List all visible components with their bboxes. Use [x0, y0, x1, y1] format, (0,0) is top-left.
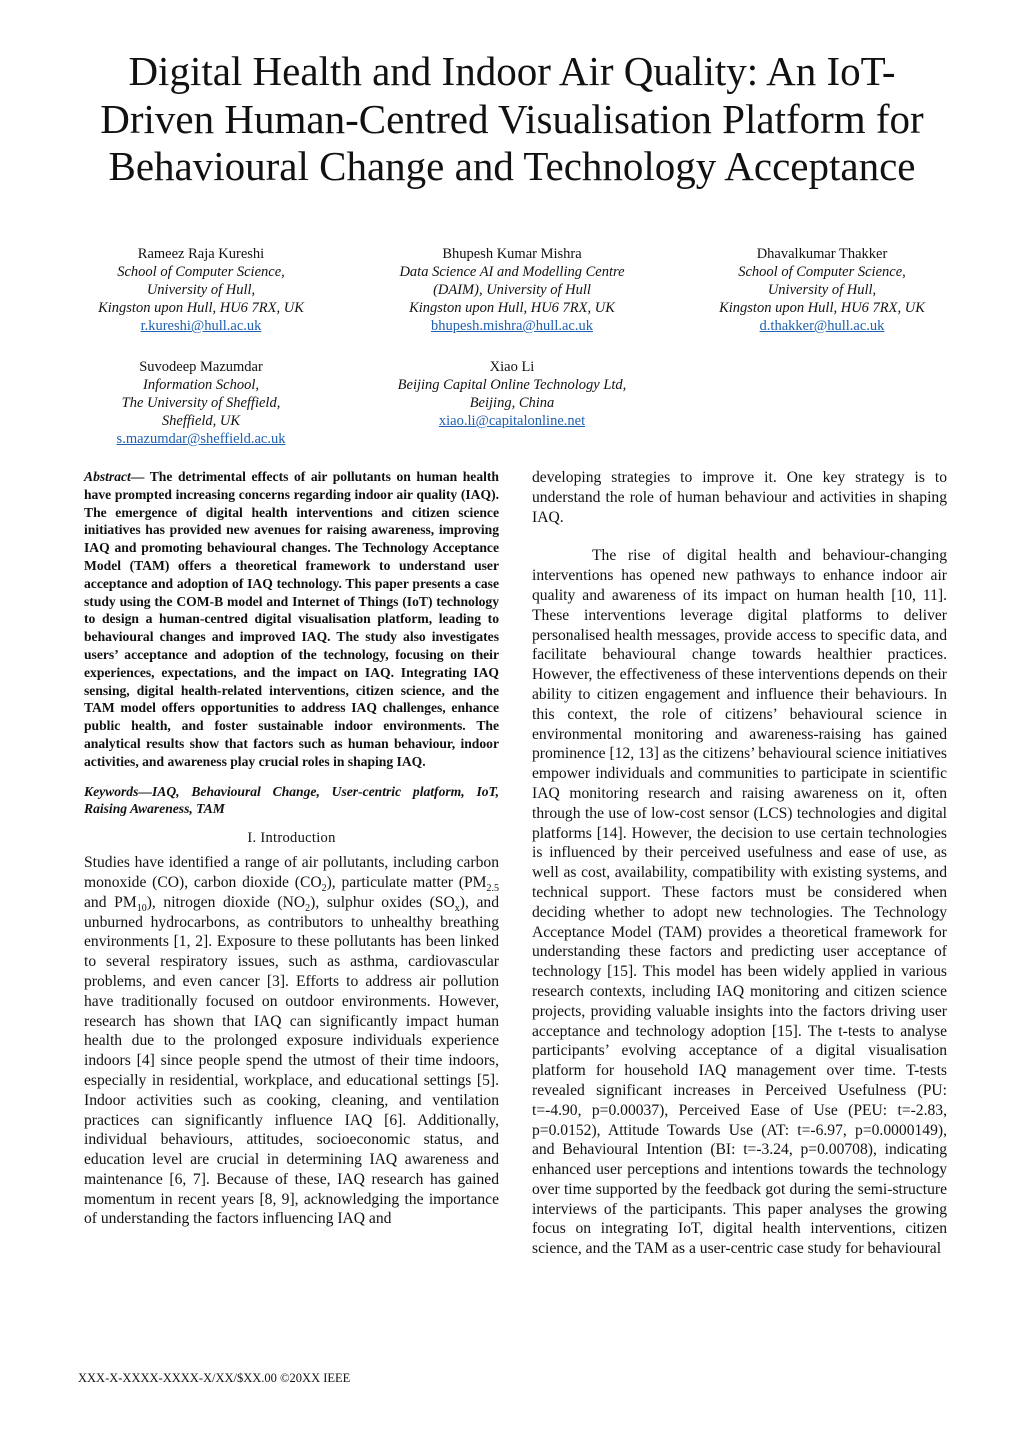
section-heading: I. Introduction: [247, 830, 336, 847]
author-affiliation: Beijing Capital Online Technology Ltd,: [397, 377, 627, 393]
author-affiliation: Kingston upon Hull, HU6 7RX, UK: [409, 300, 615, 316]
right-column: [532, 468, 947, 1259]
author-block: [672, 245, 972, 335]
left-column: [84, 468, 499, 1229]
title-line: Behavioural Change and Technology Acceptance: [108, 143, 916, 189]
author-affiliation: Beijing, China: [469, 395, 555, 411]
subscript: x: [454, 902, 460, 914]
author-affiliation: School of Computer Science,: [738, 264, 906, 280]
keywords: Keywords—IAQ, Behavioural Change, User-centric platform, IoT, Raising Awareness, TAM: [84, 783, 499, 817]
author-name: Rameez Raja Kureshi: [137, 246, 265, 262]
text-segment: ), sulphur oxides (SO: [310, 893, 455, 911]
author-name: Suvodeep Mazumdar: [139, 359, 263, 375]
author-affiliation: University of Hull,: [767, 282, 877, 298]
paper-title: [40, 48, 984, 191]
author-name: Xiao Li: [489, 359, 535, 375]
author-affiliation: Kingston upon Hull, HU6 7RX, UK: [98, 300, 304, 316]
text-segment: ), nitrogen dioxide (NO: [146, 893, 306, 911]
author-affiliation: (DAIM), University of Hull: [433, 282, 591, 298]
abstract-label: Abstract—: [84, 469, 145, 484]
subscript: 10: [136, 902, 147, 914]
author-block: [51, 358, 351, 448]
author-affiliation: Information School,: [143, 377, 259, 393]
author-email-link[interactable]: xiao.li@capitalonline.net: [438, 413, 586, 429]
text-segment: ), and unburned hydrocarbons, as contributors to unhealthy breathing environments [1, 2]. Exposure to these pollutants has been linked to several respiratory issues, such as asthma, cardiovascular problems, and even cancer [3]. Efforts to address air pollution have traditionally focused on outdoor environments. However, research has shown that IAQ can significantly impact human health due to the prolonged exposure individuals experience indoors [4] since people spend the utmost of their time indoors, especially in residential, workplace, and educational settings [5]. Indoor activities such as cooking, cleaning, and ventilation practices can significantly influence IAQ [6]. Additionally, individual behaviours, attitudes, socioeconomic status, and education level are crucial in determining IAQ awareness and maintenance [6, 7]. Because of these, IAQ research has gained momentum in recent years [8, 9], acknowledging the importance of understanding the factors influencing IAQ and: [84, 893, 499, 1228]
author-block: [362, 245, 662, 335]
copyright-footer: XXX-X-XXXX-XXXX-X/XX/$XX.00 ©20XX IEEE: [78, 1371, 351, 1385]
intro-paragraph: [84, 853, 499, 1229]
abstract-text: The detrimental effects of air pollutants on human health have prompted increasing concerns regarding indoor air quality (IAQ). The emergence of digital health interventions and citizen science initiatives has provided new avenues for raising awareness, improving IAQ and promoting behavioural changes. The Technology Acceptance Model (TAM) offers a theoretical framework to understand user acceptance and adoption of IAQ technology. This paper presents a case study using the COM-B model and Internet of Things (IoT) technology to design a human-centred digital visualisation platform, leading to behavioural changes and improved IAQ. The study also investigates users’ acceptance and adoption of the technology, focusing on their experiences, expectations, and the impact on IAQ. Integrating IAQ sensing, digital health-related interventions, citizen science, and the TAM model offers opportunities to address IAQ challenges, enhance public health, and foster sustainable indoor environments. The analytical results show that factors such as human behaviour, indoor activities, and awareness play crucial roles in shaping IAQ.: [84, 469, 499, 769]
author-name: Dhavalkumar Thakker: [756, 246, 888, 262]
author-email-link[interactable]: s.mazumdar@sheffield.ac.uk: [116, 431, 286, 447]
body-paragraph: developing strategies to improve it. One key strategy is to understand the role of human behaviour and activities in shaping IAQ.: [532, 469, 947, 526]
author-affiliation: Data Science AI and Modelling Centre: [399, 264, 625, 280]
subscript: 2: [305, 902, 311, 914]
title-line: Digital Health and Indoor Air Quality: An IoT-: [128, 48, 896, 94]
author-block: [362, 358, 662, 430]
author-email-link[interactable]: r.kureshi@hull.ac.uk: [140, 318, 262, 334]
title-line: Driven Human-Centred Visualisation Platform for: [100, 95, 924, 142]
author-email-link[interactable]: bhupesh.mishra@hull.ac.uk: [431, 318, 593, 334]
text-segment: and PM: [84, 893, 137, 911]
subscript: 2.5: [486, 883, 499, 895]
author-affiliation: School of Computer Science,: [117, 264, 285, 280]
author-email-link[interactable]: d.thakker@hull.ac.uk: [759, 318, 885, 334]
author-affiliation: Kingston upon Hull, HU6 7RX, UK: [719, 300, 925, 316]
subscript: 2: [321, 883, 327, 895]
author-name: Bhupesh Kumar Mishra: [442, 246, 582, 262]
body-paragraph: The rise of digital health and behaviour-changing interventions has opened new pathways to enhance indoor air quality and awareness of its impact on human health [10, 11]. These interventions leverage digital platforms to deliver personalised health messages, provide access to specific data, and facilitate behavioural change towards healthier practices. However, the effectiveness of these interventions depends on their ability to citizen engagement and influence their behaviours. In this context, the role of citizens’ behavioural science in environmental monitoring and awareness-raising has gained prominence [12, 13] as the citizens’ behavioural science initiatives empower individuals and communities to participate in scientific IAQ monitoring research and raising awareness on it, often through the use of low-cost sensor (LCS) technologies and digital platforms [14]. However, the decision to use certain technologies is influenced by their perceived usefulness and ease of use, as well as cost, availability, compatibility with existing systems, and technical support. These factors must be considered when deciding whether to adopt new technologies. The Technology Acceptance Model (TAM) provides a theoretical framework for understanding these factors and predicting user acceptance of technology [15]. This model has been widely applied in various research contexts, including IAQ monitoring and citizen science projects, providing valuable insights into the factors driving user acceptance and technology adoption [15]. The t-tests to analyse participants’ evolving acceptance of a digital visualisation platform for household IAQ management over time. T-tests revealed significant increases in Perceived Usefulness (PU: t=-4.90, p=0.00037), Perceived Ease of Use (PEU: t=-2.83, p=0.0152), Attitude Towards Use (AT: t=-6.97, p=0.0000149), and Behavioural Intention (BI: t=-3.24, p=0.00708), indicating enhanced user perceptions and intentions towards the technology over time supported by the feedback got during the semi-structure interviews of the participants. This paper analyses the growing focus on integrating IoT, digital health interventions, citizen science, and the TAM as a user-centric case study for behavioural: [532, 547, 947, 1258]
author-block: [51, 245, 351, 335]
author-affiliation: University of Hull,: [146, 282, 256, 298]
author-affiliation: The University of Sheffield,: [121, 395, 281, 411]
text-segment: ), particulate matter (PM: [326, 873, 487, 891]
author-affiliation: Sheffield, UK: [161, 413, 241, 429]
text-segment: Studies have identified a range of air pollutants, including carbon monoxide (CO), carbon dioxide (CO: [84, 854, 499, 891]
abstract: [84, 468, 499, 771]
